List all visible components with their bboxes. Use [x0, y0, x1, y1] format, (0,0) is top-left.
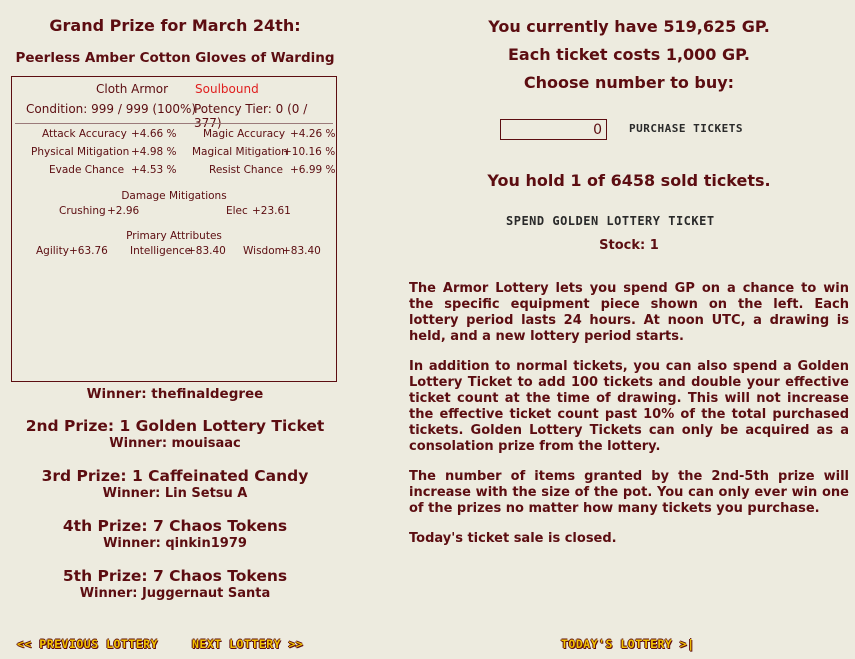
description-paragraph: The number of items granted by the 2nd-5th prize will increase with the size of the pot. You can only ever win one of the prizes no matter how many tickets you purchase.	[409, 469, 849, 516]
stat-value: +23.61	[252, 205, 291, 217]
stat-value: +63.76	[69, 245, 108, 257]
todays-lottery-link[interactable]: TODAY'S LOTTERY >|	[561, 637, 695, 651]
gp-balance: You currently have 519,625 GP.	[488, 17, 770, 36]
stat-label: Physical Mitigation	[31, 146, 130, 158]
prize-entry	[0, 467, 350, 501]
stat-label: Magical Mitigation	[192, 146, 288, 158]
stat-value: +4.53 %	[131, 164, 177, 176]
prize-winner: Winner: Lin Setsu A	[102, 486, 248, 501]
grand-prize-title: Grand Prize for March 24th:	[49, 16, 301, 35]
next-lottery-link[interactable]: NEXT LOTTERY >>	[192, 637, 304, 651]
previous-lottery-link[interactable]: << PREVIOUS LOTTERY	[17, 637, 159, 651]
tickets-held: You hold 1 of 6458 sold tickets.	[487, 171, 771, 190]
grand-prize-winner: Winner: thefinaldegree	[86, 386, 264, 402]
ticket-quantity-input[interactable]	[500, 119, 607, 140]
prize-winner: Winner: Juggernaut Santa	[79, 586, 271, 601]
stat-label: Intelligence	[130, 245, 192, 257]
stat-value: +2.96	[107, 205, 140, 217]
stat-label: Crushing	[59, 205, 106, 217]
choose-number-label: Choose number to buy:	[523, 73, 735, 92]
ticket-cost: Each ticket costs 1,000 GP.	[508, 45, 750, 64]
stat-label: Agility	[36, 245, 69, 257]
stat-value: +4.66 %	[131, 128, 177, 140]
stat-value: +4.26 %	[290, 128, 336, 140]
stat-label: Attack Accuracy	[42, 128, 127, 140]
sale-closed-notice: Today's ticket sale is closed.	[409, 531, 617, 546]
item-stats-box	[11, 76, 337, 382]
stat-label: Evade Chance	[49, 164, 125, 176]
stat-label: Wisdom	[243, 245, 285, 257]
primary-attributes-title: Primary Attributes	[126, 230, 222, 242]
stat-label: Elec	[226, 205, 248, 217]
spend-golden-ticket-button[interactable]: SPEND GOLDEN LOTTERY TICKET	[506, 214, 715, 228]
item-condition: Condition: 999 / 999 (100%)	[26, 102, 197, 116]
description-paragraph: The Armor Lottery lets you spend GP on a chance to win the specific equipment piece shown on the left. Each lottery period lasts 24 hours. At noon UTC, a drawing is held, and a new lottery period starts.	[409, 281, 849, 344]
lottery-description	[409, 281, 849, 561]
prize-entry	[0, 417, 350, 451]
stat-value: +83.40	[187, 245, 226, 257]
prize-winner: Winner: qinkin1979	[103, 536, 247, 551]
item-potency: Potency Tier: 0 (0 / 377)	[194, 102, 308, 130]
prize-title: 3rd Prize: 1 Caffeinated Candy	[41, 467, 309, 485]
purchase-tickets-button[interactable]: PURCHASE TICKETS	[629, 122, 743, 135]
prize-title: 4th Prize: 7 Chaos Tokens	[62, 517, 288, 535]
stat-value: +83.40	[282, 245, 321, 257]
stat-label: Resist Chance	[209, 164, 283, 176]
stat-value: +10.16 %	[283, 146, 336, 158]
item-category: Cloth Armor	[96, 82, 169, 96]
golden-ticket-stock: Stock: 1	[599, 238, 659, 253]
stat-label: Magic Accuracy	[203, 128, 286, 140]
prize-winner: Winner: mouisaac	[109, 436, 241, 451]
prize-entry	[0, 517, 350, 551]
description-paragraph: In addition to normal tickets, you can also spend a Golden Lottery Ticket to add 100 tickets and double your effective ticket count at the time of drawing. This will not increase the effective ticket count past 10% of the total purchased tickets. Golden Lottery Tickets can only be acquired as a consolation prize from the lottery.	[409, 359, 849, 454]
prize-title: 5th Prize: 7 Chaos Tokens	[62, 567, 288, 585]
prize-item-name: Peerless Amber Cotton Gloves of Warding	[15, 50, 335, 66]
prize-title: 2nd Prize: 1 Golden Lottery Ticket	[25, 417, 325, 435]
damage-mitigations-title: Damage Mitigations	[121, 190, 227, 202]
soulbound-label: Soulbound	[195, 82, 259, 96]
prize-entry	[0, 567, 350, 601]
divider	[15, 123, 333, 124]
stat-value: +4.98 %	[131, 146, 177, 158]
stat-value: +6.99 %	[290, 164, 336, 176]
